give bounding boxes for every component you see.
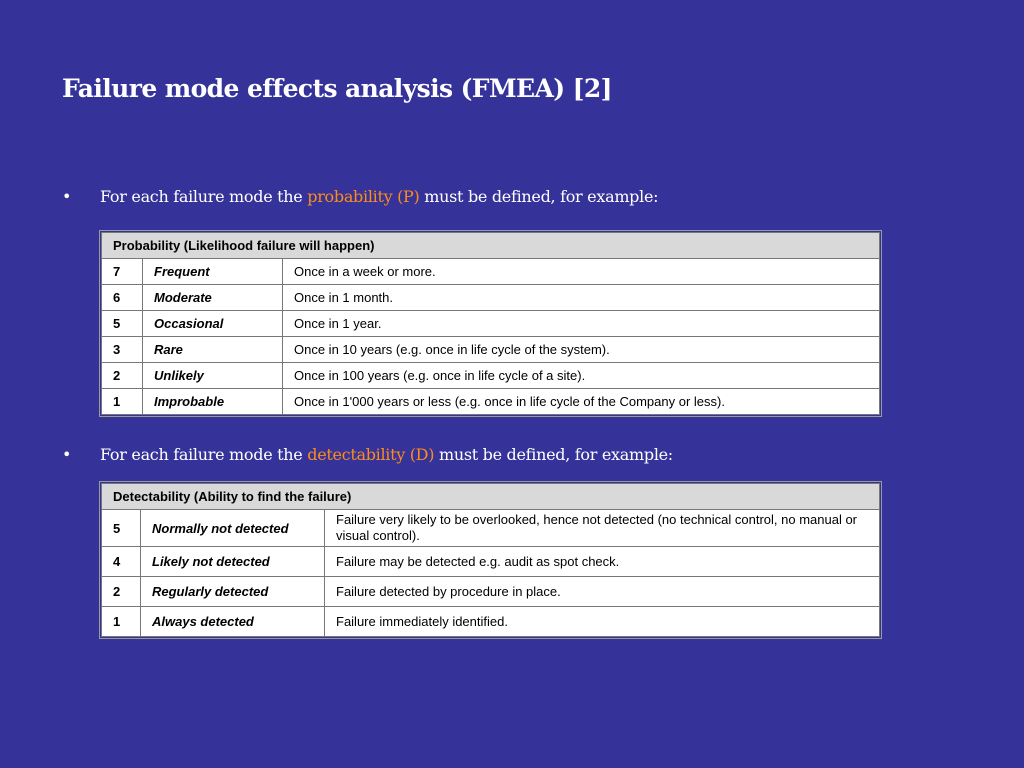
label-cell: Rare — [143, 337, 283, 363]
slide-title: Failure mode effects analysis (FMEA) [2] — [62, 74, 612, 103]
bullet-marker: • — [62, 445, 72, 464]
rank-cell: 2 — [102, 577, 141, 607]
bullet-text-after: must be defined, for example: — [434, 445, 673, 464]
description-cell: Failure detected by procedure in place. — [325, 577, 880, 607]
rank-cell: 5 — [102, 311, 143, 337]
bullet-text-before: For each failure mode the — [100, 187, 308, 206]
description-cell: Failure immediately identified. — [325, 607, 880, 637]
label-cell: Improbable — [143, 389, 283, 415]
detectability-table — [101, 483, 880, 637]
label-cell: Moderate — [143, 285, 283, 311]
rank-cell: 5 — [102, 510, 141, 547]
description-cell: Once in a week or more. — [283, 259, 880, 285]
rank-cell: 2 — [102, 363, 143, 389]
probability-table-header: Probability (Likelihood failure will happen) — [102, 233, 880, 259]
label-cell: Regularly detected — [141, 577, 325, 607]
detectability-table-header: Detectability (Ability to find the failure) — [102, 484, 880, 510]
bullet-detectability — [62, 445, 673, 464]
description-cell: Once in 1'000 years or less (e.g. once in life cycle of the Company or less). — [283, 389, 880, 415]
rank-cell: 1 — [102, 607, 141, 637]
bullet-highlight: probability (P) — [307, 187, 420, 206]
table-row — [102, 547, 880, 577]
table-row — [102, 510, 880, 547]
description-cell: Once in 100 years (e.g. once in life cycle of a site). — [283, 363, 880, 389]
label-cell: Always detected — [141, 607, 325, 637]
table-row — [102, 311, 880, 337]
rank-cell: 1 — [102, 389, 143, 415]
label-cell: Occasional — [143, 311, 283, 337]
label-cell: Unlikely — [143, 363, 283, 389]
probability-table — [101, 232, 880, 415]
table-row — [102, 259, 880, 285]
label-cell: Normally not detected — [141, 510, 325, 547]
rank-cell: 4 — [102, 547, 141, 577]
table-row — [102, 389, 880, 415]
label-cell: Frequent — [143, 259, 283, 285]
bullet-marker: • — [62, 187, 72, 206]
description-cell: Failure may be detected e.g. audit as spot check. — [325, 547, 880, 577]
table-row — [102, 337, 880, 363]
table-row — [102, 285, 880, 311]
bullet-text-before: For each failure mode the — [100, 445, 308, 464]
label-cell: Likely not detected — [141, 547, 325, 577]
table-row — [102, 363, 880, 389]
description-cell: Once in 10 years (e.g. once in life cycle of the system). — [283, 337, 880, 363]
table-row — [102, 577, 880, 607]
table-row — [102, 607, 880, 637]
description-cell: Once in 1 year. — [283, 311, 880, 337]
rank-cell: 3 — [102, 337, 143, 363]
rank-cell: 7 — [102, 259, 143, 285]
bullet-highlight: detectability (D) — [307, 445, 435, 464]
description-cell: Once in 1 month. — [283, 285, 880, 311]
description-cell: Failure very likely to be overlooked, hence not detected (no technical control, no manual or visual control). — [325, 510, 880, 547]
bullet-probability — [62, 187, 658, 206]
rank-cell: 6 — [102, 285, 143, 311]
bullet-text-after: must be defined, for example: — [419, 187, 659, 206]
